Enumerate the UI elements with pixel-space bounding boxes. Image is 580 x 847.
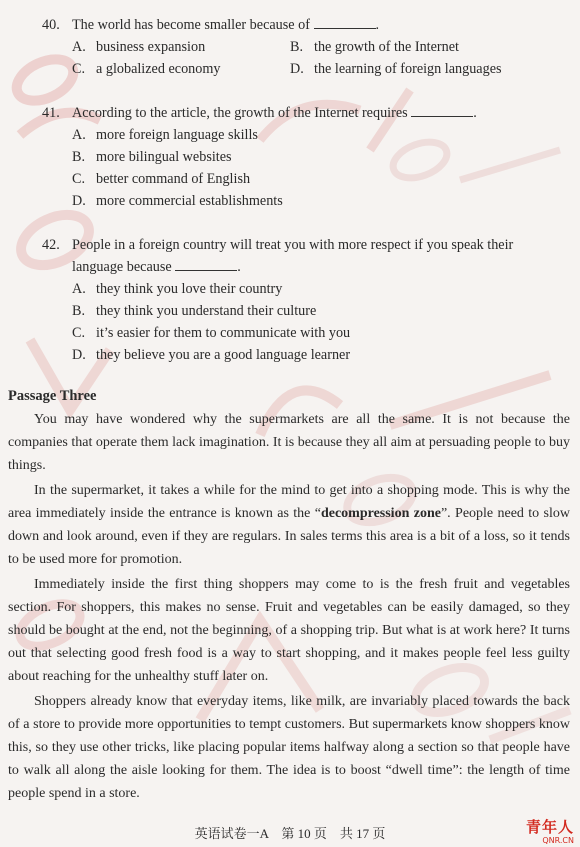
question-stem-end: .: [237, 259, 241, 275]
option-text: business expansion: [96, 39, 206, 55]
option-text: a globalized economy: [96, 61, 221, 77]
option-40-a: [72, 36, 205, 58]
option-text: more commercial establishments: [96, 193, 283, 209]
option-41-d: [72, 190, 283, 212]
option-letter: D.: [72, 193, 86, 209]
option-text: better command of English: [96, 171, 251, 187]
option-41-c: [72, 168, 250, 190]
question-stem: The world has become smaller because of: [72, 17, 310, 33]
passage-paragraph-4: Shoppers already know that everyday items, like milk, are invariably placed towards the back of a store to provide more opportunities to tempt customers. But supermarkets know shoppers know this, so they use other tricks, like placing popular items halfway along a section so that people have to walk all along the aisle looking for them. The idea is to boost “dwell time”: the length of time people spend in a store.: [8, 694, 570, 801]
question-41: [42, 102, 477, 124]
option-42-b: [72, 300, 316, 322]
question-stem: People in a foreign country will treat you with more respect if you speak their: [72, 237, 514, 253]
option-letter: B.: [72, 149, 86, 165]
question-number: 41.: [42, 105, 60, 121]
page-footer: 英语试卷一A 第 10 页 共 17 页: [194, 826, 386, 841]
question-stem-end: .: [473, 105, 477, 121]
answer-blank: [314, 16, 376, 29]
option-letter: C.: [72, 171, 86, 187]
paragraph-text: In the supermarket, it takes a while for the mind to get into a shopping mode. This is why the area immediately inside the entrance is known as the “: [8, 483, 570, 521]
option-letter: D.: [290, 61, 304, 77]
paragraph-text: ”. People need to slow down and look around, even if they are regulars. In sales terms this area is a bit of a loss, so it tends to be used more for promotion.: [8, 506, 570, 567]
option-letter: B.: [72, 303, 86, 319]
question-stem-end: .: [375, 17, 380, 33]
option-letter: A.: [72, 127, 86, 143]
option-letter: A.: [72, 39, 86, 55]
answer-blank: [175, 258, 237, 271]
question-number: 42.: [42, 237, 60, 253]
option-letter: C.: [72, 325, 86, 341]
logo-site: QNR.CN: [542, 836, 574, 845]
passage-body: [8, 408, 570, 807]
option-41-a: [72, 124, 258, 146]
site-logo: [526, 819, 574, 845]
answer-blank: [411, 104, 473, 117]
watermark-stamp: [380, 130, 570, 200]
option-text: it’s easier for them to communicate with you: [96, 325, 351, 341]
option-text: they believe you are a good language learner: [96, 347, 351, 363]
question-42: [42, 234, 513, 278]
logo-title: 青年人: [525, 818, 574, 836]
passage-paragraph-1: You may have wondered why the supermarkets are all the same. It is not because the companies that operate them lack imagination. It is because they all aim at persuading people to buy things.: [8, 412, 570, 473]
question-stem-continued: language because: [72, 259, 172, 275]
option-text: more bilingual websites: [96, 149, 232, 165]
passage-paragraph-3: Immediately inside the first thing shoppers may come to is the fresh fruit and vegetables section. For shoppers, this makes no sense. Fruit and vegetables can be easily damaged, so they should be bought at the end, not the beginning, of a shopping trip. But what is at work here? It turns out that selecting good fresh food is a way to start shopping, and it makes people feel less guilty about reaching for the unhealthy stuff later on.: [8, 577, 570, 684]
option-text: more foreign language skills: [96, 127, 258, 143]
option-text: they think you understand their culture: [96, 303, 317, 319]
option-letter: C.: [72, 61, 86, 77]
question-stem: According to the article, the growth of the Internet requires: [72, 105, 408, 121]
option-42-c: [72, 322, 350, 344]
option-40-c: [72, 58, 221, 80]
passage-title: Passage Three: [8, 388, 97, 404]
question-number: 40.: [42, 17, 60, 33]
option-letter: B.: [290, 39, 304, 55]
option-40-b: [290, 36, 459, 58]
option-41-b: [72, 146, 232, 168]
option-text: they think you love their country: [96, 281, 283, 297]
option-42-d: [72, 344, 350, 366]
option-40-d: [290, 58, 502, 80]
option-letter: D.: [72, 347, 86, 363]
option-letter: A.: [72, 281, 86, 297]
bold-term: decompression zone: [320, 506, 441, 521]
option-42-a: [72, 278, 282, 300]
option-text: the learning of foreign languages: [314, 61, 502, 77]
option-text: the growth of the Internet: [314, 39, 459, 55]
passage-paragraph-2: [8, 479, 570, 571]
question-40: [42, 14, 379, 36]
